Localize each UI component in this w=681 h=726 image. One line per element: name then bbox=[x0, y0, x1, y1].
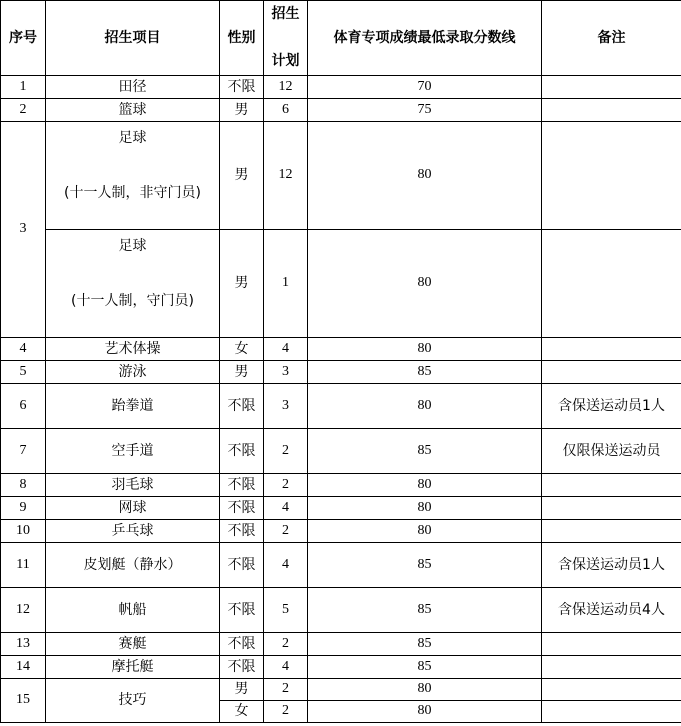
cell-note: 含保送运动员1人 bbox=[542, 384, 681, 429]
cell-seq: 13 bbox=[1, 633, 46, 656]
cell-seq: 2 bbox=[1, 99, 46, 122]
table-row bbox=[1, 497, 681, 520]
table-row bbox=[1, 679, 681, 701]
cell-note bbox=[542, 701, 681, 723]
cell-plan: 2 bbox=[264, 429, 308, 474]
cell-project: 摩托艇 bbox=[46, 656, 220, 679]
cell-plan: 3 bbox=[264, 361, 308, 384]
cell-score: 80 bbox=[308, 497, 542, 520]
cell-gender: 男 bbox=[220, 122, 264, 230]
cell-plan: 2 bbox=[264, 701, 308, 723]
cell-score: 70 bbox=[308, 76, 542, 99]
cell-project: 帆船 bbox=[46, 588, 220, 633]
cell-gender: 女 bbox=[220, 701, 264, 723]
cell-plan: 6 bbox=[264, 99, 308, 122]
cell-project-main: 足球 bbox=[118, 129, 147, 146]
cell-note bbox=[542, 338, 681, 361]
cell-note bbox=[542, 520, 681, 543]
cell-note: 仅限保送运动员 bbox=[542, 429, 681, 474]
header-project: 招生项目 bbox=[46, 1, 220, 76]
cell-score: 80 bbox=[308, 520, 542, 543]
cell-note bbox=[542, 361, 681, 384]
header-plan bbox=[264, 1, 308, 76]
cell-seq: 5 bbox=[1, 361, 46, 384]
table-row bbox=[1, 520, 681, 543]
table-row bbox=[1, 361, 681, 384]
cell-project-main: 足球 bbox=[118, 237, 147, 254]
cell-plan: 4 bbox=[264, 543, 308, 588]
cell-gender: 不限 bbox=[220, 497, 264, 520]
cell-score: 85 bbox=[308, 543, 542, 588]
cell-score: 80 bbox=[308, 122, 542, 230]
cell-seq: 10 bbox=[1, 520, 46, 543]
cell-seq: 4 bbox=[1, 338, 46, 361]
table-row bbox=[1, 474, 681, 497]
table-row bbox=[1, 543, 681, 588]
cell-note: 含保送运动员1人 bbox=[542, 543, 681, 588]
cell-gender: 不限 bbox=[220, 633, 264, 656]
table-row bbox=[1, 384, 681, 429]
table-row bbox=[1, 656, 681, 679]
cell-project: 赛艇 bbox=[46, 633, 220, 656]
cell-note bbox=[542, 633, 681, 656]
cell-project: 艺术体操 bbox=[46, 338, 220, 361]
cell-project: 乒乓球 bbox=[46, 520, 220, 543]
table-row bbox=[1, 122, 681, 230]
header-plan-line1: 招生 bbox=[271, 6, 300, 22]
table-row bbox=[1, 429, 681, 474]
table-row bbox=[1, 633, 681, 656]
cell-project: 篮球 bbox=[46, 99, 220, 122]
table-row bbox=[1, 99, 681, 122]
table-row bbox=[1, 76, 681, 99]
cell-note bbox=[542, 656, 681, 679]
cell-seq: 3 bbox=[1, 122, 46, 338]
cell-plan: 1 bbox=[264, 230, 308, 338]
cell-score: 85 bbox=[308, 588, 542, 633]
cell-gender: 不限 bbox=[220, 474, 264, 497]
cell-score: 85 bbox=[308, 429, 542, 474]
cell-plan: 2 bbox=[264, 679, 308, 701]
cell-gender: 不限 bbox=[220, 520, 264, 543]
cell-note: 含保送运动员4人 bbox=[542, 588, 681, 633]
cell-seq: 15 bbox=[1, 679, 46, 723]
cell-score: 80 bbox=[308, 338, 542, 361]
cell-gender: 男 bbox=[220, 679, 264, 701]
cell-gender: 男 bbox=[220, 230, 264, 338]
header-score: 体育专项成绩最低录取分数线 bbox=[308, 1, 542, 76]
cell-project: 田径 bbox=[46, 76, 220, 99]
cell-note bbox=[542, 679, 681, 701]
cell-score: 85 bbox=[308, 633, 542, 656]
cell-project-sub: (十一人制，守门员) bbox=[71, 292, 194, 309]
header-gender: 性别 bbox=[220, 1, 264, 76]
cell-project: 技巧 bbox=[46, 679, 220, 723]
cell-gender: 不限 bbox=[220, 588, 264, 633]
cell-note bbox=[542, 497, 681, 520]
cell-seq: 12 bbox=[1, 588, 46, 633]
cell-plan: 4 bbox=[264, 497, 308, 520]
header-plan-line2: 计划 bbox=[271, 53, 300, 70]
cell-project: 游泳 bbox=[46, 361, 220, 384]
cell-plan: 4 bbox=[264, 338, 308, 361]
cell-score: 85 bbox=[308, 361, 542, 384]
cell-note bbox=[542, 122, 681, 230]
cell-note bbox=[542, 230, 681, 338]
cell-score: 80 bbox=[308, 384, 542, 429]
table-row bbox=[1, 588, 681, 633]
cell-project: 羽毛球 bbox=[46, 474, 220, 497]
cell-project: 皮划艇（静水） bbox=[46, 543, 220, 588]
cell-project bbox=[46, 230, 220, 338]
cell-gender: 不限 bbox=[220, 429, 264, 474]
cell-note bbox=[542, 474, 681, 497]
cell-seq: 9 bbox=[1, 497, 46, 520]
cell-plan: 12 bbox=[264, 76, 308, 99]
header-row bbox=[1, 1, 681, 76]
table-row bbox=[1, 230, 681, 338]
cell-score: 80 bbox=[308, 679, 542, 701]
cell-seq: 7 bbox=[1, 429, 46, 474]
cell-score: 80 bbox=[308, 474, 542, 497]
cell-note bbox=[542, 99, 681, 122]
table-row bbox=[1, 338, 681, 361]
cell-project bbox=[46, 122, 220, 230]
cell-score: 85 bbox=[308, 656, 542, 679]
cell-gender: 男 bbox=[220, 99, 264, 122]
cell-seq: 11 bbox=[1, 543, 46, 588]
cell-plan: 3 bbox=[264, 384, 308, 429]
cell-seq: 14 bbox=[1, 656, 46, 679]
cell-gender: 女 bbox=[220, 338, 264, 361]
cell-project-sub: (十一人制，非守门员) bbox=[64, 184, 201, 201]
cell-score: 80 bbox=[308, 230, 542, 338]
cell-gender: 不限 bbox=[220, 384, 264, 429]
cell-plan: 5 bbox=[264, 588, 308, 633]
cell-gender: 不限 bbox=[220, 76, 264, 99]
cell-gender: 不限 bbox=[220, 656, 264, 679]
cell-project: 跆拳道 bbox=[46, 384, 220, 429]
header-seq: 序号 bbox=[1, 1, 46, 76]
cell-plan: 2 bbox=[264, 633, 308, 656]
header-note: 备注 bbox=[542, 1, 681, 76]
cell-plan: 4 bbox=[264, 656, 308, 679]
cell-project: 空手道 bbox=[46, 429, 220, 474]
cell-gender: 不限 bbox=[220, 543, 264, 588]
cell-gender: 男 bbox=[220, 361, 264, 384]
cell-score: 80 bbox=[308, 701, 542, 723]
cell-seq: 6 bbox=[1, 384, 46, 429]
cell-plan: 2 bbox=[264, 520, 308, 543]
cell-seq: 1 bbox=[1, 76, 46, 99]
cell-seq: 8 bbox=[1, 474, 46, 497]
cell-plan: 2 bbox=[264, 474, 308, 497]
cell-plan: 12 bbox=[264, 122, 308, 230]
cell-project: 网球 bbox=[46, 497, 220, 520]
cell-score: 75 bbox=[308, 99, 542, 122]
cell-note bbox=[542, 76, 681, 99]
